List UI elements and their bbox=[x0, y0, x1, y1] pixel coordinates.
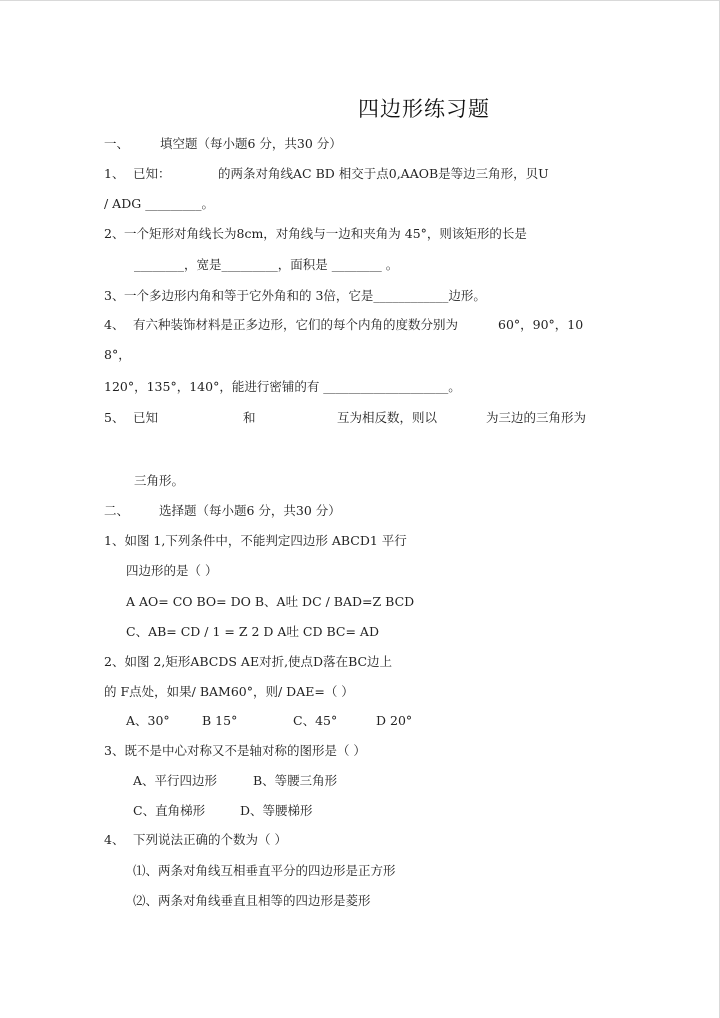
s1-q1-text-b: 的两条对角线AC BD 相交于点0,AAOB是等边三角形，贝U bbox=[218, 166, 549, 181]
s1-q4-number: 4、 bbox=[104, 317, 125, 332]
section2-number: 二、 bbox=[104, 503, 130, 518]
s2-q4-text: 下列说法正确的个数为（ ） bbox=[133, 832, 287, 847]
s1-q2-text-b: ________，宽是_________，面积是 ________ 。 bbox=[134, 257, 399, 272]
s1-q4-text-d: 120°，135°，140°，能进行密铺的有 ____________________。 bbox=[104, 379, 461, 394]
s2-q3-option-a: A、平行四边形 bbox=[133, 773, 218, 788]
s1-q4-text-b: 60°，90°，10 bbox=[498, 317, 584, 332]
section1-number: 一、 bbox=[104, 136, 130, 151]
s2-q2-option-a: A、30° bbox=[126, 713, 170, 728]
s1-q2-text-a: 一个矩形对角线长为8cm，对角线与一边和夹角为 45°，则该矩形的长是 bbox=[124, 226, 527, 241]
s2-q2-option-c: C、45° bbox=[293, 713, 338, 728]
s1-q5-number: 5、 bbox=[104, 410, 125, 425]
s1-q1-text-a: 已知： bbox=[133, 166, 171, 181]
s2-q1-text-a: 1、如图 1,下列条件中，不能判定四边形 ABCD1 平行 bbox=[104, 533, 407, 548]
s1-q5-text-b: 和 bbox=[243, 410, 256, 425]
s2-q4-statement-1: ⑴、两条对角线互相垂直平分的四边形是正方形 bbox=[133, 863, 396, 878]
s1-q2-number: 2、 bbox=[104, 226, 125, 241]
s1-q5-text-d: 为三边的三角形为 bbox=[486, 410, 587, 425]
section2-heading: 选择题（每小题6 分，共30 分） bbox=[159, 503, 341, 518]
s1-q4-text-c: 8°， bbox=[104, 347, 131, 362]
section1-heading: 填空题（每小题6 分，共30 分） bbox=[160, 136, 342, 151]
s2-q1-text-b: 四边形的是（ ） bbox=[126, 563, 218, 578]
page-title: 四边形练习题 bbox=[358, 97, 490, 121]
s2-q2-option-b: B 15° bbox=[202, 713, 238, 728]
s2-q1-text-d: C、AB= CD / 1 = Z 2 D A吐 CD BC= AD bbox=[126, 624, 379, 639]
s2-q3-option-b: B、等腰三角形 bbox=[253, 773, 338, 788]
s2-q4-number: 4、 bbox=[104, 832, 125, 847]
s2-q3-option-c: C、直角梯形 bbox=[133, 803, 206, 818]
s2-q3-text: 3、既不是中心对称又不是轴对称的图形是（ ） bbox=[104, 743, 366, 758]
s1-q3-text: 一个多边形内角和等于它外角和的 3倍，它是____________边形。 bbox=[124, 288, 486, 303]
s1-q5-text-c: 互为相反数，则以 bbox=[337, 410, 438, 425]
s1-q5-text-e: 三角形。 bbox=[134, 473, 185, 488]
s2-q3-option-d: D、等腰梯形 bbox=[240, 803, 313, 818]
s2-q2-option-d: D 20° bbox=[376, 713, 413, 728]
s2-q2-text-a: 2、如图 2,矩形ABCDS AE对折,使点D落在BC边上 bbox=[104, 654, 393, 669]
s2-q1-text-c: A AO= CO BO= DO B、A吐 DC / BAD=Z BCD bbox=[126, 594, 415, 609]
s2-q2-text-b: 的 F点处，如果/ BAM60°，则/ DAE=（ ） bbox=[104, 684, 354, 699]
s1-q1-text-c: / ADG _________。 bbox=[104, 196, 214, 211]
s1-q4-text-a: 有六种装饰材料是正多边形，它们的每个内角的度数分别为 bbox=[133, 317, 459, 332]
s1-q1-number: 1、 bbox=[104, 166, 125, 181]
s1-q5-text-a: 已知 bbox=[133, 410, 159, 425]
s1-q3-number: 3、 bbox=[104, 288, 125, 303]
s2-q4-statement-2: ⑵、两条对角线垂直且相等的四边形是菱形 bbox=[133, 893, 371, 908]
